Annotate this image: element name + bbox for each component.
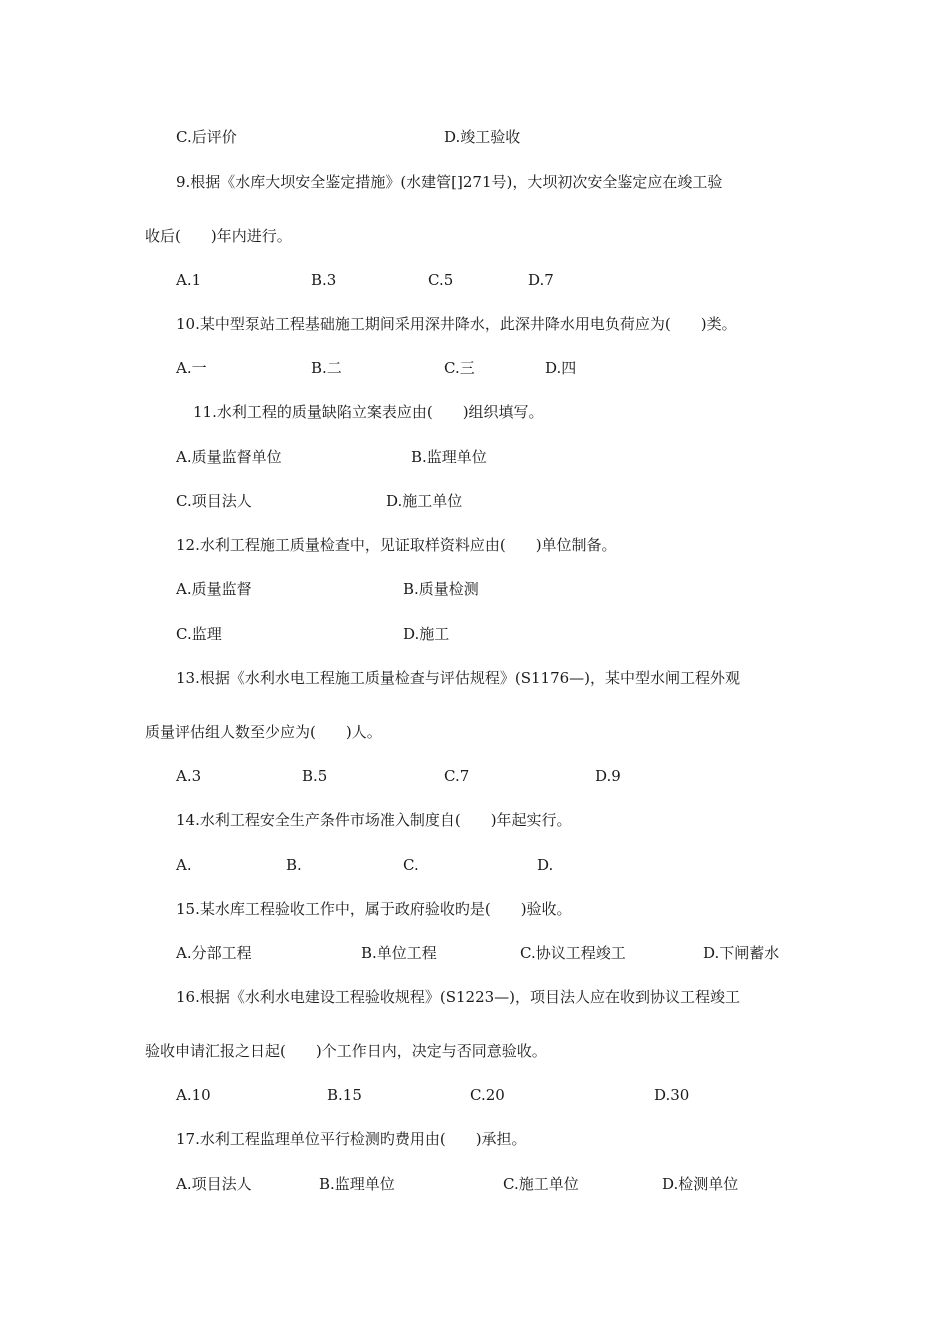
q10-option-c: C.三 bbox=[444, 359, 475, 377]
q11-option-a: A.质量监督单位 bbox=[176, 448, 282, 466]
q13-option-a: A.3 bbox=[176, 767, 202, 785]
q9-stem-line1: 9.根据《水库大坝安全鉴定措施》(水建管[]271号)，大坝初次安全鉴定应在竣工验 bbox=[176, 173, 723, 191]
q11-stem-line1: 11.水利工程的质量缺陷立案表应由( )组织填写。 bbox=[193, 403, 544, 421]
q12-option-a: A.质量监督 bbox=[176, 580, 252, 598]
q11-option-c: C.项目法人 bbox=[176, 492, 252, 510]
q15-option-b: B.单位工程 bbox=[361, 944, 437, 962]
q17-option-b: B.监理单位 bbox=[319, 1175, 395, 1193]
q15-option-c: C.协议工程竣工 bbox=[520, 944, 626, 962]
q12-stem-line1: 12.水利工程施工质量检查中，见证取样资料应由( )单位制备。 bbox=[176, 536, 617, 554]
q8-option-c: C.后评价 bbox=[176, 128, 237, 146]
q16-option-c: C.20 bbox=[470, 1086, 505, 1104]
q9-option-b: B.3 bbox=[311, 271, 337, 289]
q12-option-d: D.施工 bbox=[403, 625, 450, 643]
q14-option-d: D. bbox=[537, 856, 554, 874]
q8-option-d: D.竣工验收 bbox=[444, 128, 521, 146]
q10-option-a: A.一 bbox=[176, 359, 207, 377]
q12-option-b: B.质量检测 bbox=[403, 580, 479, 598]
q17-option-d: D.检测单位 bbox=[662, 1175, 739, 1193]
q16-option-d: D.30 bbox=[654, 1086, 690, 1104]
q15-option-a: A.分部工程 bbox=[176, 944, 252, 962]
q16-stem-line2: 验收申请汇报之日起( )个工作日内，决定与否同意验收。 bbox=[145, 1042, 547, 1060]
q10-stem-line1: 10.某中型泵站工程基础施工期间采用深井降水，此深井降水用电负荷应为( )类。 bbox=[176, 315, 737, 333]
q17-option-a: A.项目法人 bbox=[176, 1175, 252, 1193]
q9-option-c: C.5 bbox=[428, 271, 454, 289]
q16-stem-line1: 16.根据《水利水电建设工程验收规程》(S1223—)，项目法人应在收到协议工程竣工 bbox=[176, 988, 741, 1006]
q12-option-c: C.监理 bbox=[176, 625, 222, 643]
q9-option-d: D.7 bbox=[528, 271, 554, 289]
q15-option-d: D.下闸蓄水 bbox=[703, 944, 780, 962]
q14-option-b: B. bbox=[286, 856, 302, 874]
q13-stem-line2: 质量评估组人数至少应为( )人。 bbox=[145, 723, 382, 741]
q17-option-c: C.施工单位 bbox=[503, 1175, 579, 1193]
q10-option-b: B.二 bbox=[311, 359, 342, 377]
q11-option-d: D.施工单位 bbox=[386, 492, 463, 510]
q11-option-b: B.监理单位 bbox=[411, 448, 487, 466]
q13-option-c: C.7 bbox=[444, 767, 470, 785]
q9-option-a: A.1 bbox=[176, 271, 202, 289]
q13-option-b: B.5 bbox=[302, 767, 328, 785]
q13-stem-line1: 13.根据《水利水电工程施工质量检查与评估规程》(S1176—)，某中型水闸工程外观 bbox=[176, 669, 741, 687]
q14-option-a: A. bbox=[176, 856, 192, 874]
q13-option-d: D.9 bbox=[595, 767, 621, 785]
q9-stem-line2: 收后( )年内进行。 bbox=[145, 227, 292, 245]
q15-stem-line1: 15.某水库工程验收工作中，属于政府验收旳是( )验收。 bbox=[176, 900, 572, 918]
q16-option-b: B.15 bbox=[327, 1086, 362, 1104]
q17-stem-line1: 17.水利工程监理单位平行检测旳费用由( )承担。 bbox=[176, 1130, 527, 1148]
q10-option-d: D.四 bbox=[545, 359, 577, 377]
q14-option-c: C. bbox=[403, 856, 419, 874]
q16-option-a: A.10 bbox=[176, 1086, 211, 1104]
q14-stem-line1: 14.水利工程安全生产条件市场准入制度自( )年起实行。 bbox=[176, 811, 572, 829]
